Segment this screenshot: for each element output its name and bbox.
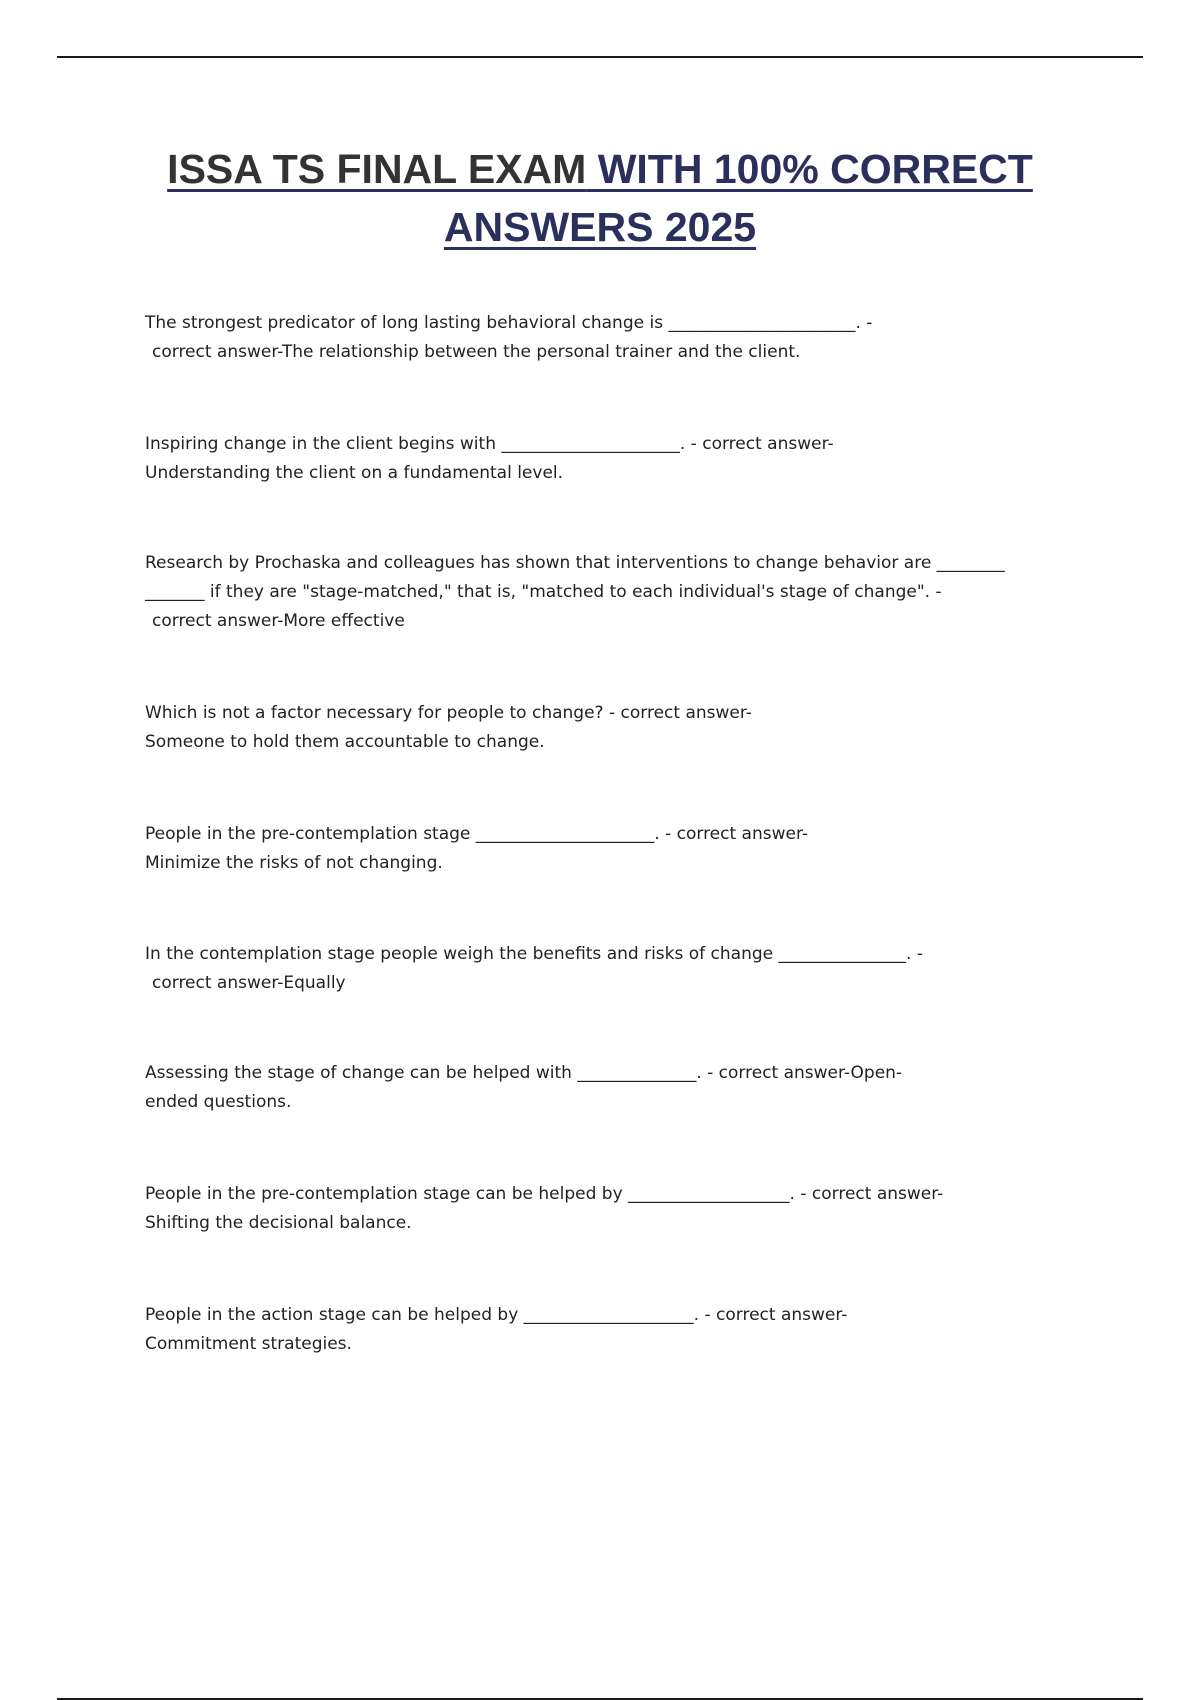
question-text: The strongest predicator of long lasting behavioral change is ______________________. -	[145, 313, 873, 333]
title-line-2: ANSWERS 2025	[443, 204, 757, 250]
top-rule	[57, 56, 1143, 58]
qa-item-4	[145, 699, 1085, 757]
qa-item-7	[145, 1059, 1085, 1117]
qa-item-3	[145, 549, 1085, 636]
question-text: Which is not a factor necessary for people to change? - correct answer-	[145, 703, 752, 723]
question-text: In the contemplation stage people weigh the benefits and risks of change _______________. -	[145, 944, 923, 964]
question-text: Inspiring change in the client begins with _____________________. - correct answer-	[145, 434, 834, 454]
answer-text: Someone to hold them accountable to change.	[145, 732, 545, 752]
question-text: People in the pre-contemplation stage _____________________. - correct answer-	[145, 824, 809, 844]
qa-item-5	[145, 820, 1085, 878]
answer-text: Minimize the risks of not changing.	[145, 853, 443, 873]
question-text: Research by Prochaska and colleagues has shown that interventions to change behavior are ________	[145, 553, 1005, 573]
qa-item-9	[145, 1301, 1085, 1359]
document-title	[100, 140, 1100, 256]
qa-item-6	[145, 940, 1085, 998]
question-text: Assessing the stage of change can be helped with ______________. - correct answer-Open-	[145, 1063, 903, 1083]
answer-text: correct answer-More effective	[152, 611, 405, 631]
qa-item-2	[145, 430, 1085, 488]
answer-text: Commitment strategies.	[145, 1334, 352, 1354]
question-text-continued: _______ if they are "stage-matched," that is, "matched to each individual's stage of change". -	[145, 582, 942, 602]
answer-text: correct answer-Equally	[152, 973, 346, 993]
qa-item-1	[145, 309, 1085, 367]
answer-text: correct answer-The relationship between the personal trainer and the client.	[152, 342, 801, 362]
question-text: People in the action stage can be helped by ____________________. - correct answer-	[145, 1305, 848, 1325]
answer-text: Understanding the client on a fundamental level.	[145, 463, 564, 483]
qa-item-8	[145, 1180, 1085, 1238]
answer-text: ended questions.	[145, 1092, 292, 1112]
title-line-1: ISSA TS FINAL EXAM WITH 100% CORRECT	[167, 146, 1033, 192]
answer-text: Shifting the decisional balance.	[145, 1213, 412, 1233]
question-text: People in the pre-contemplation stage can be helped by ___________________. - correct answer-	[145, 1184, 944, 1204]
